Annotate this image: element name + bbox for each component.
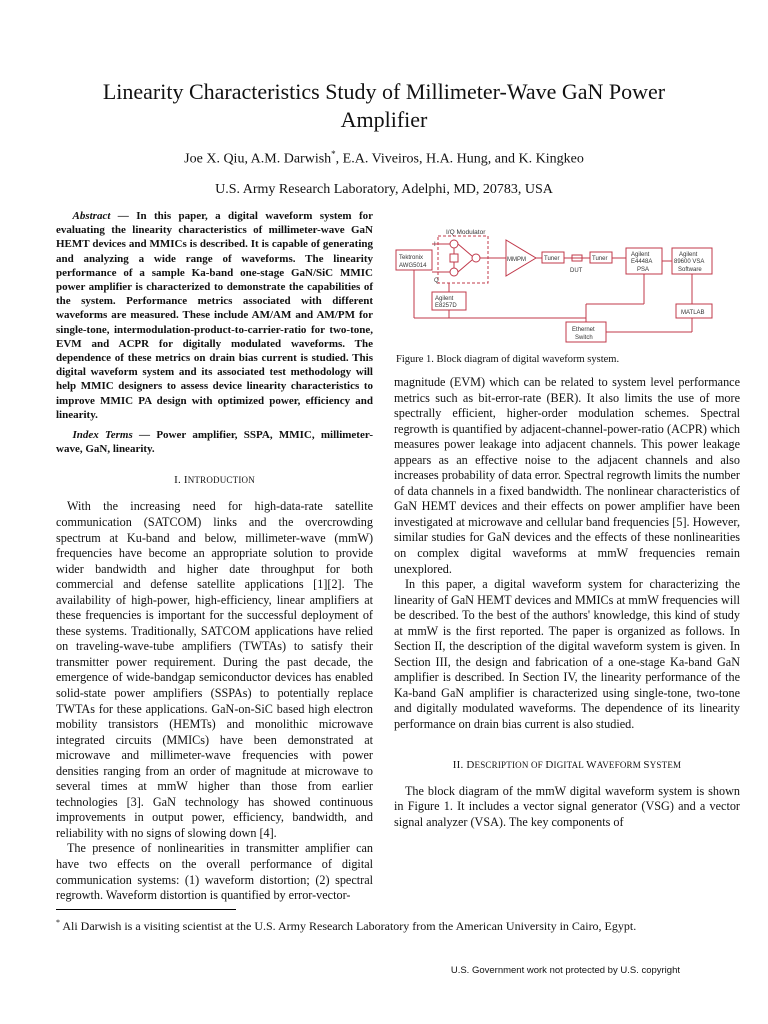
block-diagram-figure	[394, 226, 744, 346]
agilent-psa-label-3: PSA	[637, 267, 650, 273]
section2-paragraph: The block diagram of the mmW digital waveform system is shown in Figure 1. It includes a vector signal generator (VSG) and a vector signal analyzer (VSA). The key components of	[394, 783, 740, 829]
abstract	[56, 209, 373, 422]
footnote	[56, 915, 746, 934]
footnote-mark: *	[56, 918, 60, 927]
index-terms-label: Index Terms	[72, 429, 133, 442]
figure-caption: Figure 1. Block diagram of digital waveform system.	[396, 354, 620, 365]
authors-rest: , E.A. Viveiros, H.A. Hung, and K. Kingkeo	[335, 151, 584, 167]
i-label: I	[434, 242, 436, 248]
tuner-2-label: Tuner	[592, 256, 608, 262]
copyright-notice: U.S. Government work not protected by U.S. copyright	[450, 965, 680, 976]
abstract-label: Abstract	[72, 210, 111, 222]
switch-label: Switch	[575, 335, 593, 341]
agilent-psa-label-1: Agilent	[631, 252, 650, 258]
phase-shifter-box	[450, 254, 458, 262]
abstract-text: — In this paper, a digital waveform system for evaluating the linearity characteristics of millimeter-wave GaN HEMT devices and MMICs is described. It is capable of generating and analyzing a wide range of waveforms. The linearity performance of a sample Ka-band one-stage GaN/SiC MMIC power amplifier is characterized to demonstrate the capabilities of the system. Performance metrics associated with different waveforms are measured. These include AM/AM and AM/PM for single-tone, intermodulation-product-to-carrier-ratio for two-tone, EVM and ACPR for digitally modulated waveforms. The dependence of these metrics on drain bias current is studied. This digital waveform system and its associated test methodology will help MMIC designers to assess device linearity characteristics to improve MMIC PA design with optimized power, efficiency and linearity.	[56, 210, 373, 421]
footnote-text: Ali Darwish is a visiting scientist at the U.S. Army Research Laboratory from the American University in Cairo, Egypt.	[60, 919, 637, 933]
section2-s: S	[643, 758, 650, 771]
footnote-rule	[56, 909, 236, 910]
mixer-i-icon	[450, 240, 458, 248]
matlab-label: MATLAB	[681, 310, 705, 316]
paper-title: Linearity Characteristics Study of Millimeter-Wave GaN Power Amplifier	[102, 79, 666, 132]
agilent-vsa-label-2: 89600 VSA	[674, 259, 705, 265]
summer-icon	[472, 254, 480, 262]
agilent-vsa-label-1: Agilent	[679, 252, 698, 258]
section2-part1: ESCRIPTION OF	[474, 759, 546, 770]
section2-part3: AVEFORM	[596, 759, 644, 770]
affiliation: U.S. Army Research Laboratory, Adelphi, MD, 20783, USA	[215, 182, 553, 197]
section2-d: D	[545, 758, 554, 771]
right-paragraph-1: magnitude (EVM) which can be related to system level performance metrics such as bit-error-rate (BER). It also limits the use of more spectrally efficient, higher-order modulation schemes. Spectral regrowth is quantified by adjacent-channel-power-ratio (ACPR) which measures power leakage into adjacent channels. This power leakage appears as an effective noise to the adjacent channels and also increases probability of data error. Spectral regrowth limits the number of data channels in a fixed bandwidth. The nonlinear characteristics of GaN HEMT devices and their effects on power amplifier have been investigated at microwave and cellular band frequencies [5]. However, similar studies for GaN devices and the effects of these nonlinearities on complex digital waveforms at mmW frequencies remain unexplored.	[394, 375, 740, 576]
iq-modulator-label: I/Q Modulator	[446, 229, 486, 236]
q-label: Q	[434, 278, 439, 284]
section1-title: NTRODUCTION	[187, 475, 255, 486]
tektronix-label: Tektronix	[399, 255, 424, 261]
right-paragraph-2: In this paper, a digital waveform system for characterizing the linearity of GaN HEMT devices and MMICs at mmW frequencies will be described. To the best of the authors' knowledge, this kind of study at mmW is the first reported. The paper is organized as follows. In Section II, the description of the digital waveform system is given. In Section III, the design and fabrication of a one-stage Ka-band GaN amplifier is described. In Section IV, the linearity performance of the Ka-band GaN amplifier is characterized using single-tone, two-tone and digitally modulated waveforms. The dependence of its linearity performance on drain bias current is also studied.	[394, 577, 740, 732]
section2-part4: YSTEM	[649, 759, 682, 770]
right-column	[394, 375, 740, 830]
intro-paragraph-1: With the increasing need for high-data-rate satellite communication (SATCOM) links and the overcrowding spectrum at Ku-band and below, millimeter-wave (mmW) frequencies have become an appropriate solution to provide wider bandwidth and higher date throughput for both commercial and defense satellite applications [1][2]. The availability of high-power, high-efficiency, linear amplifiers at these frequencies is important for the successful deployment of these systems. Traditionally, SATCOM applications have relied on traveling-wave-tube amplifiers (TWTAs) to satisfy their transmitter power requirement. During the past decade, the emergence of wide-bandgap semiconductor devices has enabled solid-state power amplifiers (SSPAs) to potentially replace TWTAs for these applications. GaN-on-SiC based high electron mobility transistors (HEMTs) and monolithic microwave integrated circuits (MMICs) have been demonstrated at microwave and millimeter-wave frequencies with power densities ranging from an order of magnitude at microwave to several times at mmW higher than those from earlier technologies [3]. GaN technology has showed continuous improvements in output power, efficiency, bandwidth, and reliability with no signs of slowing down [4].	[56, 499, 373, 840]
agilent-psa-label-2: E4448A	[631, 259, 653, 265]
intro-paragraph-2: The presence of nonlinearities in transmitter amplifier can have two effects on the overall performance of digital communication systems: (1) waveform distortion; (2) spectral regrowth. Waveform distortion is quantified by error-vector-	[56, 841, 373, 903]
index-terms-text: — Power amplifier, SSPA, MMIC, millimeter-wave, GaN, linearity.	[56, 429, 373, 456]
mmpm-label: MMPM	[507, 257, 526, 263]
section1-numeral: I. I	[174, 474, 188, 487]
tuner-1-label: Tuner	[544, 256, 560, 262]
dut-label: DUT	[570, 268, 583, 274]
awg-label: AWG5014	[399, 263, 427, 269]
author-list	[60, 145, 708, 169]
ethernet-label: Ethernet	[572, 327, 595, 333]
mixer-q-icon	[450, 268, 458, 276]
section2-numeral: II. D	[452, 758, 475, 771]
index-terms	[56, 428, 373, 456]
agilent-e8257d-label-1: Agilent	[435, 296, 454, 302]
section2-w: W	[586, 758, 597, 771]
authors-first: Joe X. Qiu, A.M. Darwish	[184, 151, 332, 167]
iq-modulator-box	[438, 236, 488, 283]
section2-part2: IGITAL	[553, 759, 587, 770]
agilent-e8257d-label-2: E8257D	[435, 303, 457, 309]
iq-link-4	[458, 260, 472, 272]
section-heading-description	[394, 759, 740, 771]
author-footnote-mark: *	[331, 149, 336, 159]
section-heading-introduction	[56, 474, 373, 486]
left-column	[56, 209, 373, 904]
iq-link-3	[458, 244, 472, 256]
agilent-vsa-label-3: Software	[678, 267, 702, 273]
